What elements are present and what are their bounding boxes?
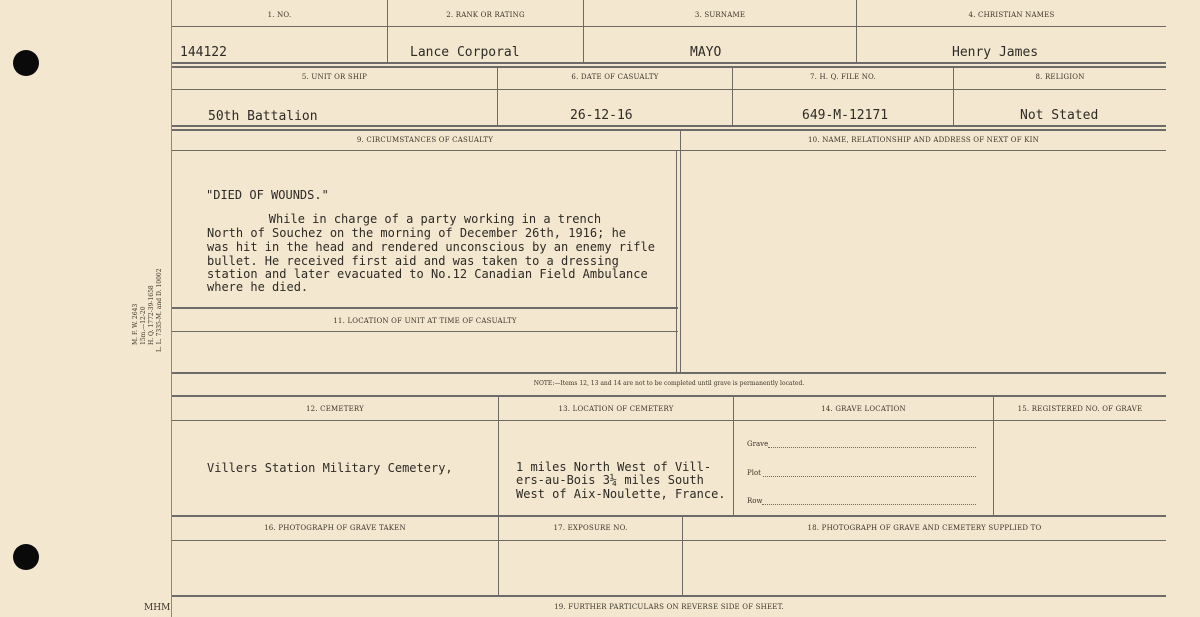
row-label: Row bbox=[747, 497, 763, 505]
rule bbox=[676, 150, 677, 372]
punch-hole-bottom bbox=[13, 544, 39, 570]
service-number: 144122 bbox=[180, 45, 227, 60]
note-text: NOTE:—Items 12, 13 and 14 are not to be completed until grave is permanently located. bbox=[533, 380, 805, 387]
circumstance-line-3: was hit in the head and rendered unconscious by an enemy rifle bbox=[207, 240, 655, 254]
header-date: 6. DATE OF CASUALTY bbox=[571, 73, 659, 81]
rule bbox=[856, 0, 857, 62]
rule bbox=[172, 420, 1166, 421]
circumstance-line-4: bullet. He received first aid and was taken to a dressing bbox=[207, 254, 619, 268]
rule bbox=[583, 0, 584, 62]
rule bbox=[993, 397, 994, 515]
rule bbox=[172, 395, 1166, 397]
header-file-no: 7. H. Q. FILE NO. bbox=[810, 73, 876, 81]
circumstance-line-5: station and later evacuated to No.12 Canadian Field Ambulance bbox=[207, 267, 648, 281]
date-value: 26-12-16 bbox=[570, 108, 633, 123]
header-unit-location: 11. LOCATION OF UNIT AT TIME OF CASUALTY bbox=[333, 317, 517, 325]
margin-initials: MHM bbox=[144, 603, 171, 613]
punch-hole-top bbox=[13, 50, 39, 76]
cemetery-value: Villers Station Military Cemetery, bbox=[207, 461, 453, 475]
header-cemetery: 12. CEMETERY bbox=[306, 405, 364, 413]
rule bbox=[498, 397, 499, 515]
header-unit: 5. UNIT OR SHIP bbox=[301, 73, 368, 81]
side-code-1: M. F. W. 2643 bbox=[132, 303, 139, 345]
circumstance-line-2: North of Souchez on the morning of December 26th, 1916; he bbox=[207, 226, 627, 240]
file-no-value: 649-M-12171 bbox=[802, 108, 889, 123]
header-religion: 8. RELIGION bbox=[1035, 73, 1085, 81]
plot-line bbox=[763, 475, 976, 477]
header-registered-no: 15. REGISTERED NO. OF GRAVE bbox=[1017, 405, 1143, 413]
surname-value: MAYO bbox=[690, 45, 722, 60]
header-photo-taken: 16. PHOTOGRAPH OF GRAVE TAKEN bbox=[264, 524, 406, 532]
side-code-4: L. L. 7335-M. and D. 10002 bbox=[156, 268, 163, 352]
plot-label: Plot bbox=[747, 469, 761, 477]
header-surname: 3. SURNAME bbox=[694, 11, 746, 19]
rule bbox=[172, 331, 678, 332]
rule bbox=[172, 515, 1166, 517]
rule bbox=[680, 129, 681, 372]
header-christian-names: 4. CHRISTIAN NAMES bbox=[968, 11, 1055, 19]
rule bbox=[172, 595, 1166, 597]
header-exposure-no: 17. EXPOSURE NO. bbox=[553, 524, 628, 532]
side-code-3: H. Q. 1772-39-1658 bbox=[148, 285, 155, 345]
row-line bbox=[762, 503, 976, 505]
christian-names-value: Henry James bbox=[952, 45, 1039, 60]
cemetery-location-line-1: 1 miles North West of Vill- bbox=[516, 460, 712, 474]
rule bbox=[172, 66, 1166, 68]
circumstance-line-6: where he died. bbox=[207, 280, 309, 294]
religion-value: Not Stated bbox=[1020, 108, 1099, 123]
grave-label: Grave bbox=[747, 440, 769, 448]
header-photo-supplied: 18. PHOTOGRAPH OF GRAVE AND CEMETERY SUPPLIED TO bbox=[807, 524, 1042, 532]
rule bbox=[172, 125, 1166, 127]
rule bbox=[733, 397, 734, 515]
rule bbox=[172, 26, 1166, 27]
header-cemetery-location: 13. LOCATION OF CEMETERY bbox=[558, 405, 674, 413]
header-next-of-kin: 10. NAME, RELATIONSHIP AND ADDRESS OF NEXT OF KIN bbox=[808, 136, 1039, 144]
header-grave-location: 14. GRAVE LOCATION bbox=[821, 405, 906, 413]
circumstance-line-1: While in charge of a party working in a trench bbox=[211, 212, 602, 226]
rule bbox=[172, 307, 678, 309]
rule bbox=[172, 62, 1166, 64]
rule bbox=[172, 150, 1166, 151]
circumstance-quote: "DIED OF WOUNDS." bbox=[206, 188, 329, 202]
rule bbox=[172, 89, 1166, 90]
cemetery-location-line-2: ers-au-Bois 3¼ miles South bbox=[516, 473, 704, 487]
rule bbox=[172, 372, 1166, 374]
side-code-2: 15m.—12-20 bbox=[140, 306, 147, 345]
cemetery-location-line-3: West of Aix-Noulette, France. bbox=[516, 487, 726, 501]
unit-value: 50th Battalion bbox=[208, 109, 318, 124]
rule bbox=[387, 0, 388, 62]
footer-text: 19. FURTHER PARTICULARS ON REVERSE SIDE OF SHEET. bbox=[554, 603, 784, 611]
rank-value: Lance Corporal bbox=[410, 45, 520, 60]
rule bbox=[172, 129, 1166, 131]
header-rank: 2. RANK OR RATING bbox=[446, 11, 525, 19]
grave-line bbox=[768, 446, 976, 448]
rule bbox=[172, 540, 1166, 541]
header-circumstances: 9. CIRCUMSTANCES OF CASUALTY bbox=[356, 136, 494, 144]
header-no: 1. NO. bbox=[267, 11, 292, 19]
